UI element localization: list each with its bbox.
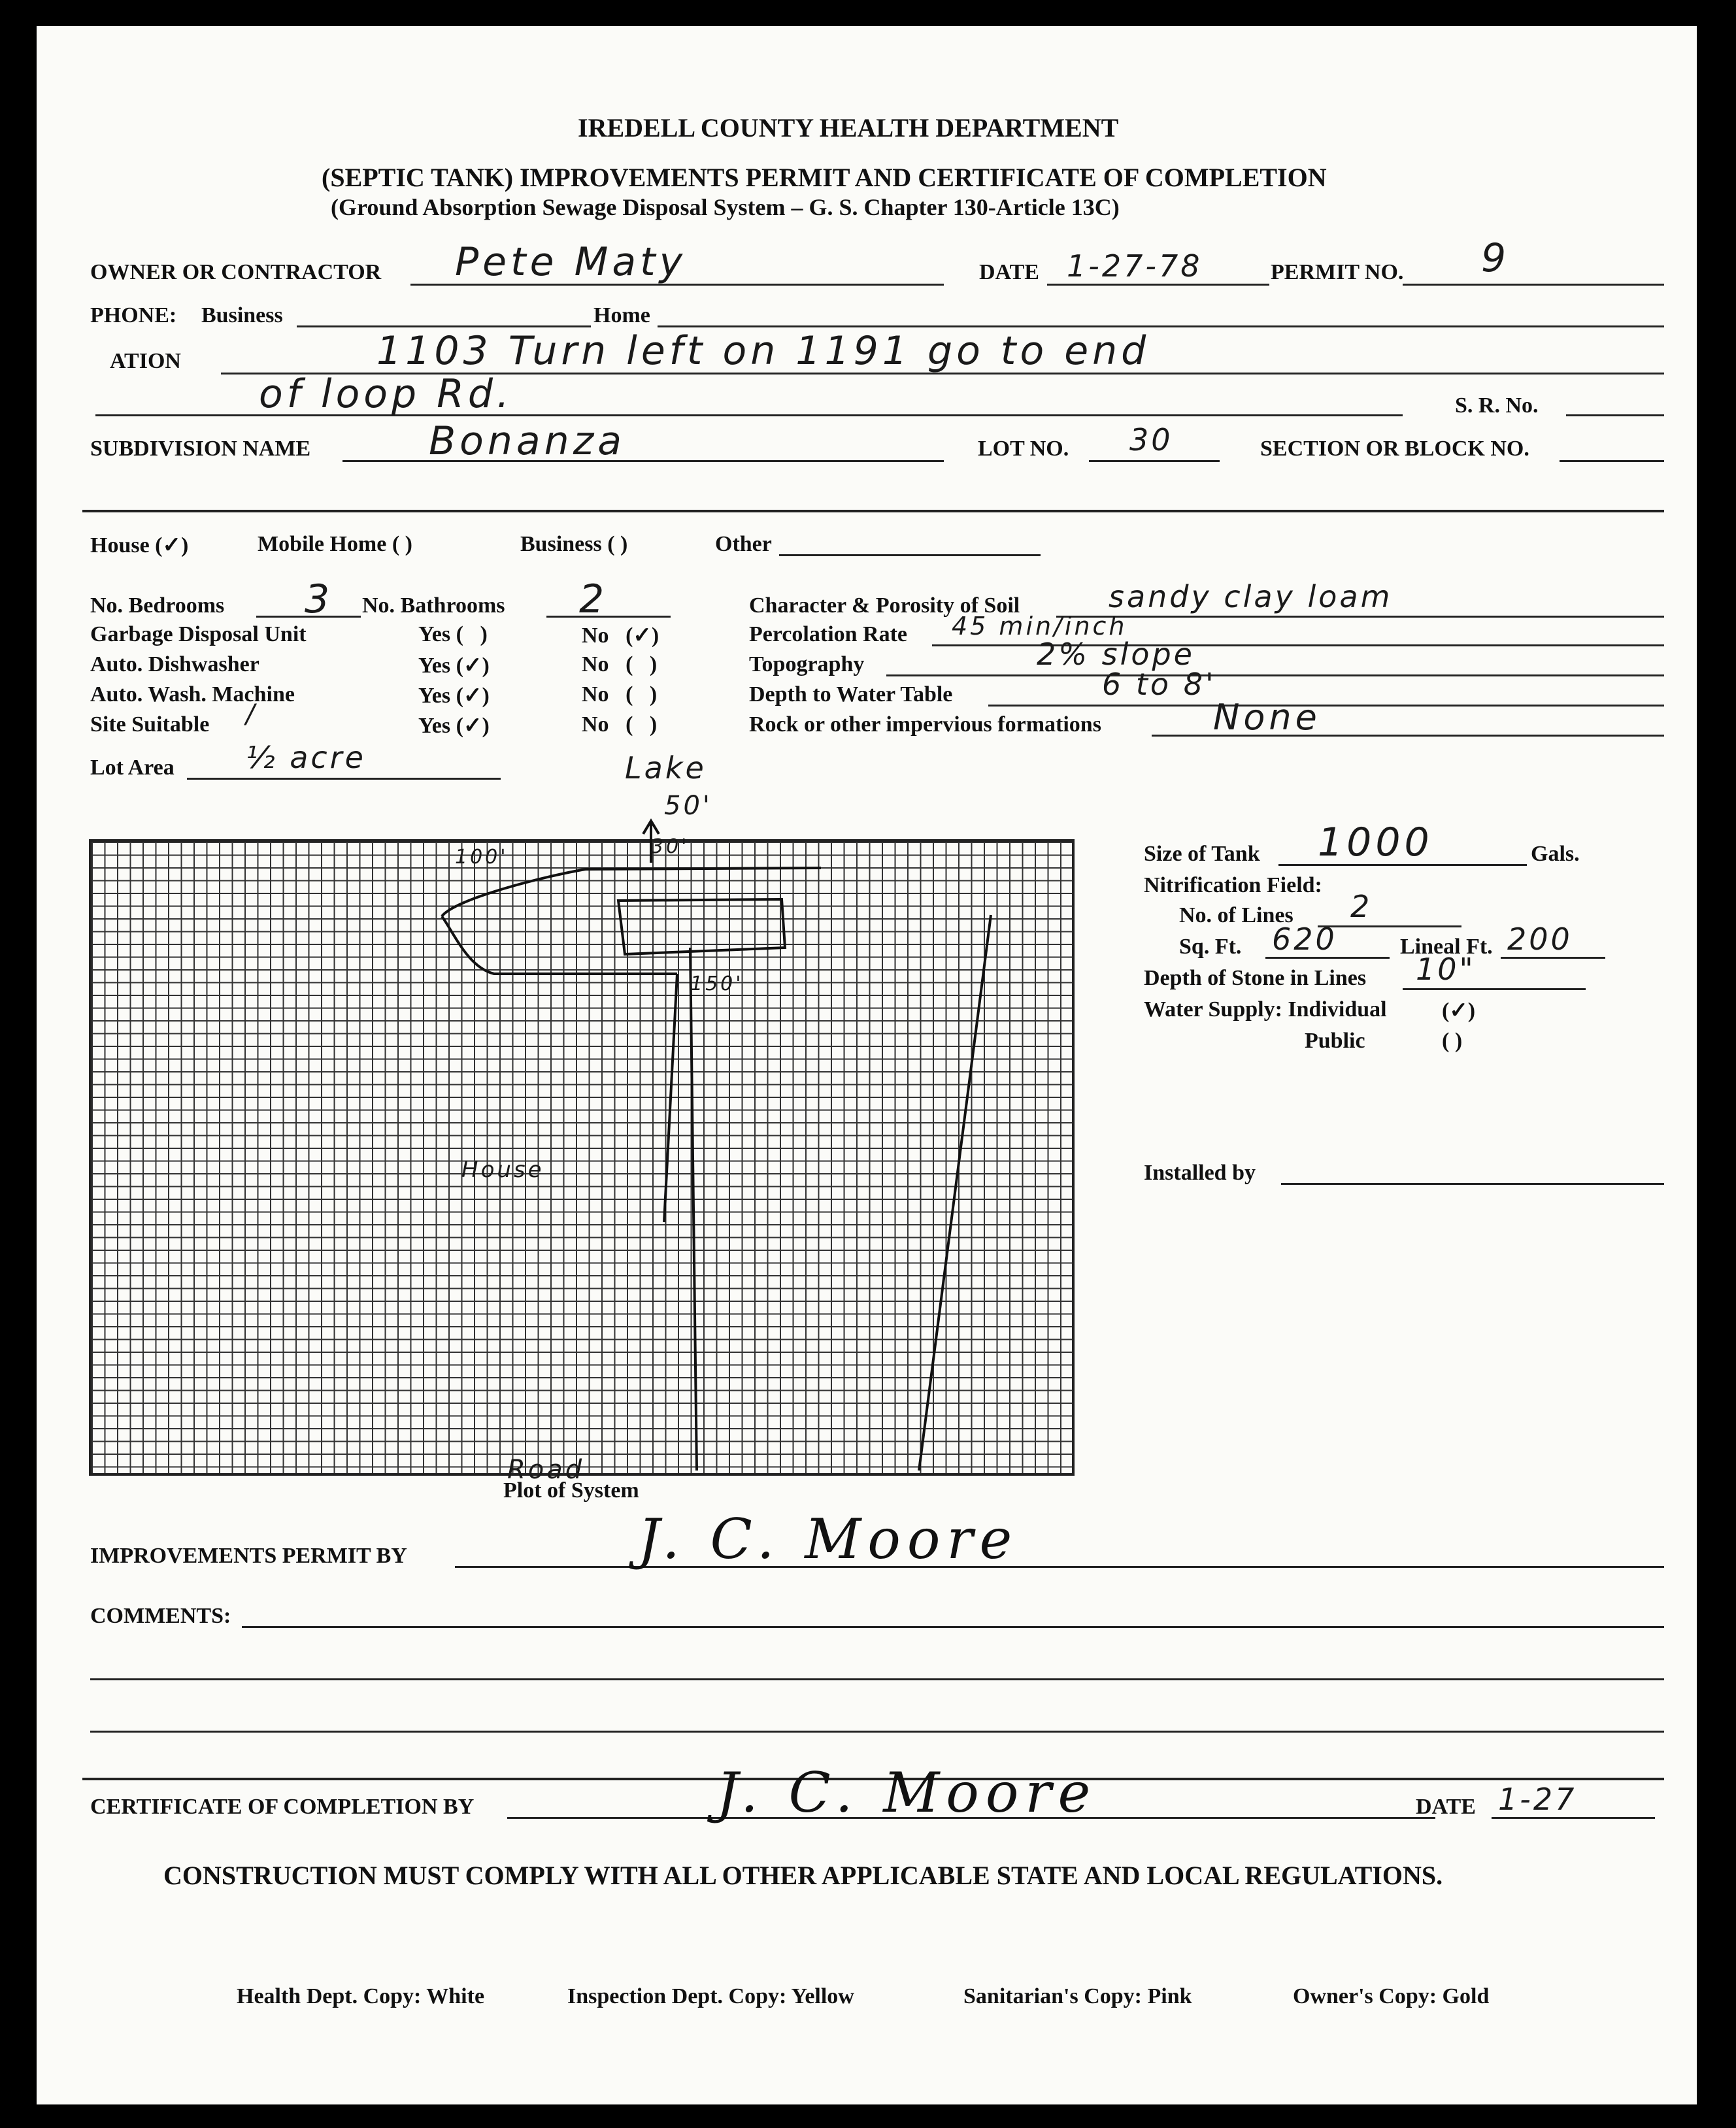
lake-shore [442,916,677,974]
linft-underline [1501,957,1605,959]
permit-by-underline [455,1566,1664,1568]
copy-owner: Owner's Copy: Gold [1293,1984,1490,2008]
close-paren: ) [482,654,490,678]
other-line[interactable] [779,554,1041,556]
garbage-no-check: ✓ [633,623,652,648]
topography-label: Topography [749,652,865,676]
certificate-label: CERTIFICATE OF COMPLETION BY [90,1795,475,1819]
yes-label: Yes [418,714,451,738]
lines-label: No. of Lines [1179,903,1294,927]
section-label: SECTION OR BLOCK NO. [1260,437,1529,461]
close-paren: ) [649,652,658,676]
washer-yes[interactable] [418,682,490,708]
date-label: DATE [979,260,1039,284]
subdivision-value[interactable]: Bonanza [429,418,626,464]
phone-home-line[interactable] [658,325,1664,327]
gals-label: Gals. [1531,842,1580,866]
close-paren: ) [649,682,658,707]
mobile-home-option[interactable]: Mobile Home ( ) [258,532,412,556]
garbage-label: Garbage Disposal Unit [90,622,307,646]
linft-value[interactable]: 200 [1507,922,1573,957]
washer-label: Auto. Wash. Machine [90,682,295,707]
site-suitable-note: / [246,699,258,729]
close-paren: ) [482,714,490,738]
certificate-signature: J. C. Moore [716,1761,1097,1825]
phone-business-label: Business [201,303,283,327]
comments-label: COMMENTS: [90,1604,231,1628]
water-individual-check[interactable]: (✓) [1442,999,1476,1023]
lot-area-value[interactable]: ½ acre [246,740,366,775]
open-paren: ( [626,712,633,737]
sqft-value[interactable]: 620 [1272,922,1337,957]
owner-value[interactable]: Pete Maty [455,239,687,285]
phone-label: PHONE: [90,303,177,327]
certificate-date-label: DATE [1416,1795,1476,1819]
comments-line-1[interactable] [242,1626,1664,1628]
open-paren: ( [626,682,633,707]
house-label: House ( [90,533,163,557]
subdivision-label: SUBDIVISION NAME [90,437,311,461]
no-label: No [582,712,609,737]
certificate-date-underline [1492,1817,1655,1819]
plot-hundred-label: 100' [455,846,509,869]
water-table-label: Depth to Water Table [749,682,953,707]
permit-form [37,26,1697,2104]
close-paren: ) [649,712,658,737]
rock-label: Rock or other impervious formations [749,712,1101,737]
dishwasher-yes-check: ✓ [463,654,482,678]
bedrooms-label: No. Bedrooms [90,593,225,618]
copy-health: Health Dept. Copy: White [237,1984,485,2008]
no-label: No [582,652,609,676]
close-paren: ) [480,622,488,646]
site-no[interactable] [582,712,657,737]
house-option[interactable] [90,532,188,558]
close-paren: ) [482,684,490,708]
phone-home-label: Home [593,303,650,327]
perc-rate-value[interactable]: 45 min/inch [952,612,1127,640]
date-value[interactable]: 1-27-78 [1067,248,1203,284]
water-table-underline [988,705,1664,707]
water-supply-label: Water Supply: Individual [1144,997,1387,1022]
sqft-label: Sq. Ft. [1179,935,1242,959]
location-label: ATION [110,349,181,373]
water-public-check[interactable]: ( ) [1442,1029,1463,1053]
house-close: ) [181,533,189,557]
stone-depth-value[interactable]: 10" [1416,952,1476,987]
tank-size-value[interactable]: 1000 [1318,820,1433,865]
open-paren: ( [626,652,633,676]
lines-value[interactable]: 2 [1350,889,1373,924]
garbage-no[interactable] [582,622,659,648]
form-title: (SEPTIC TANK) IMPROVEMENTS PERMIT AND CERTIFICATE OF COMPLETION [322,163,1327,192]
permit-by-signature: J. C. Moore [638,1507,1019,1571]
no-label: No [582,623,609,648]
lot-line-middle [690,948,697,1471]
stone-depth-underline [1403,988,1586,990]
plot-caption: Plot of System [503,1478,639,1503]
location-value-2[interactable]: of loop Rd. [259,371,513,417]
washer-yes-check: ✓ [463,684,482,708]
plot-road-label: Road [507,1455,585,1485]
sqft-underline [1265,957,1390,959]
plot-house-label: House [461,1157,544,1183]
date-underline [1047,284,1269,286]
section-line[interactable] [1560,460,1664,462]
department-name: IREDELL COUNTY HEALTH DEPARTMENT [578,113,1119,142]
copy-sanitarian: Sanitarian's Copy: Pink [963,1984,1192,2008]
garbage-yes[interactable] [418,622,488,647]
lot-no-label: LOT NO. [978,437,1069,461]
bathrooms-value[interactable]: 2 [579,576,609,622]
close-paren: ) [651,623,659,648]
soil-character-label: Character & Porosity of Soil [749,593,1020,618]
other-label: Other [715,532,772,556]
permit-no-value[interactable]: 9 [1481,235,1511,281]
dishwasher-label: Auto. Dishwasher [90,652,259,676]
nitrification-label: Nitrification Field: [1144,873,1322,897]
plot-lake-label: Lake [625,750,707,786]
permit-by-label: IMPROVEMENTS PERMIT BY [90,1544,407,1568]
dishwasher-yes[interactable] [418,652,490,678]
sr-no-line[interactable] [1566,414,1664,416]
topography-value[interactable]: 2% slope [1037,637,1195,672]
comments-line-2[interactable] [90,1678,1664,1680]
house-check: ✓ [162,533,181,557]
permit-no-label: PERMIT NO. [1271,260,1404,284]
open-paren: ( [456,714,463,738]
lot-no-underline [1089,460,1220,462]
open-paren: ( [456,654,463,678]
washer-no[interactable] [582,682,657,707]
installed-by-label: Installed by [1144,1161,1256,1185]
plot-fifty-label: 50' [664,791,712,821]
location-value-1[interactable]: 1103 Turn left on 1191 go to end [376,328,1150,374]
permit-no-underline [1403,284,1664,286]
lot-line-right [919,915,991,1471]
field-outline [618,899,785,954]
water-table-value[interactable]: 6 to 8' [1102,667,1216,702]
drive-line [664,974,677,1222]
bathrooms-underline [546,616,671,618]
site-yes-check: ✓ [463,714,482,738]
dishwasher-no[interactable] [582,652,657,677]
plot-onefifty-label: 150' [690,973,744,995]
open-paren: ( [456,622,463,646]
comments-line-3[interactable] [90,1731,1664,1733]
phone-business-line[interactable] [297,325,591,327]
copy-inspection: Inspection Dept. Copy: Yellow [567,1984,854,2008]
bedrooms-value[interactable]: 3 [305,576,334,622]
compliance-notice: CONSTRUCTION MUST COMPLY WITH ALL OTHER APPLICABLE STATE AND LOCAL REGULATIONS. [163,1861,1443,1890]
owner-label: OWNER OR CONTRACTOR [90,260,382,284]
linft-label: Lineal Ft. [1400,935,1493,959]
yes-label: Yes [418,684,451,708]
perc-rate-label: Percolation Rate [749,622,908,646]
business-option[interactable]: Business ( ) [520,532,628,556]
lot-no-value[interactable]: 30 [1129,422,1173,457]
soil-character-underline [1056,616,1664,618]
certificate-date-value[interactable]: 1-27 [1498,1782,1577,1817]
plot-thirty-label: 30' [651,835,690,858]
no-label: No [582,682,609,707]
installed-by-line[interactable] [1281,1183,1664,1185]
stone-depth-label: Depth of Stone in Lines [1144,966,1367,990]
rock-value[interactable]: None [1213,697,1321,738]
sr-no-label: S. R. No. [1455,393,1539,418]
plot-sketch [89,752,1082,1536]
lot-line-top [442,868,821,916]
lines-underline [1318,925,1461,927]
site-yes[interactable] [418,712,490,739]
divider-top [82,510,1664,512]
lot-area-label: Lot Area [90,756,175,780]
yes-label: Yes [418,654,451,678]
topography-underline [886,674,1664,676]
bathrooms-label: No. Bathrooms [362,593,505,618]
yes-label: Yes [418,622,451,646]
soil-character-value[interactable]: sandy clay loam [1109,579,1393,614]
form-subtitle: (Ground Absorption Sewage Disposal System – G. S. Chapter 130-Article 13C) [331,194,1120,220]
tank-size-label: Size of Tank [1144,842,1260,866]
open-paren: ( [456,684,463,708]
open-paren: ( [626,623,633,648]
site-suitable-label: Site Suitable [90,712,210,737]
water-public-label: Public [1305,1029,1365,1053]
